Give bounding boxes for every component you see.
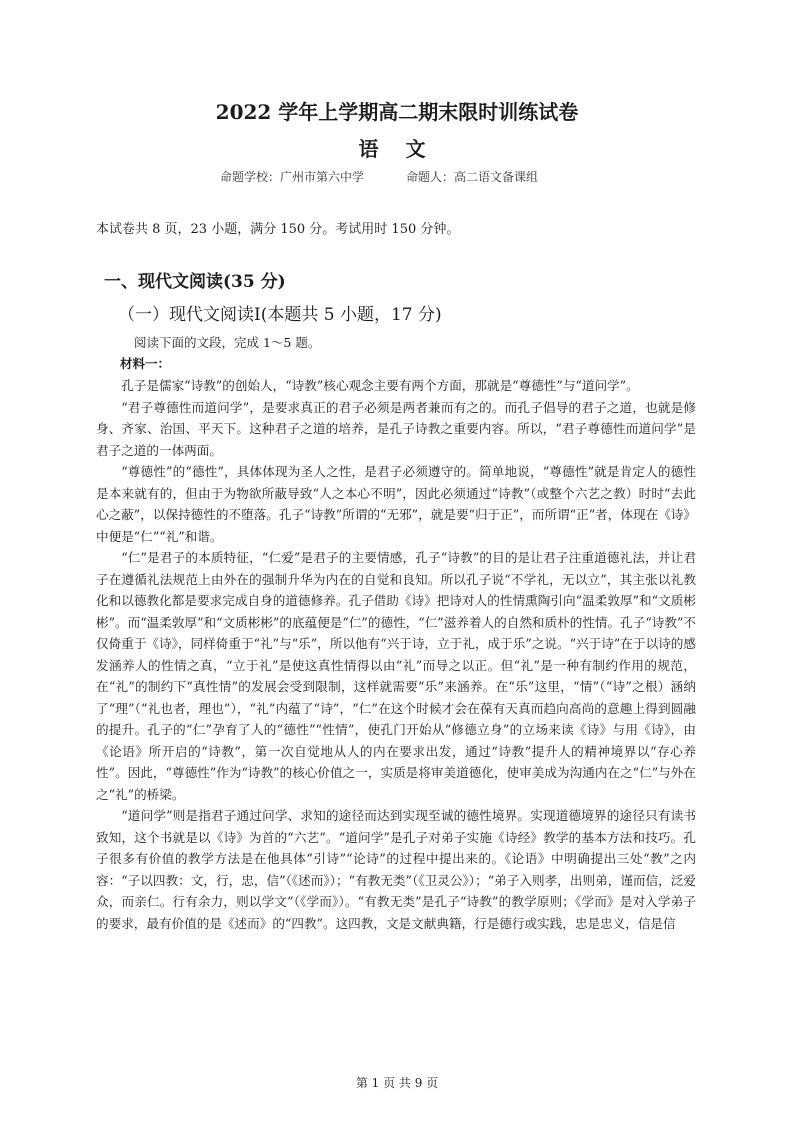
passage-paragraph: “君子尊德性而道问学”，是要求真正的君子必须是两者兼而有之的。而孔子倡导的君子之道，也就是修身、齐家、治国、平天下。这种君子之道的培养，是孔子诗教之重要内容。所以，“君子尊德性而道问学”是君子之道的一体两面。: [96, 399, 696, 458]
passage-paragraph: “尊德性”的“德性”，具体体现为圣人之性，是君子必须遵守的。简单地说，“尊德性”就是肯定人的德性是本来就有的，但由于为物欲所蔽导致“人之本心不明”，因此必须通过“诗教”（或整个六艺之教）时时“去此心之蔽”，以保持德性的不堕落。孔子“诗教”所谓的“无邪”，就是要“归于正”，而所谓“正”者，体现在《诗》中便是“仁”“礼”和谐。: [96, 464, 696, 544]
subsection-heading: （一）现代文阅读Ⅰ(本题共 5 小题，17 分): [118, 305, 442, 325]
reading-instruction: 阅读下面的文段，完成 1～5 题。: [134, 335, 321, 350]
subject-title: 语 文: [358, 137, 436, 161]
reading-passage: [96, 375, 696, 934]
page-number: 第 1 页 共 9 页: [355, 1076, 439, 1090]
exam-meta: [220, 168, 538, 185]
passage-paragraph: 孔子是儒家“诗教”的创始人，“诗教”核心观念主要有两个方面，那就是“尊德性”与“道问学”。: [121, 378, 639, 393]
material-label: 材料一：: [120, 356, 171, 371]
section-heading: 一、现代文阅读(35 分): [104, 272, 286, 292]
exam-info: 本试卷共 8 页，23 小题，满分 150 分。考试用时 150 分钟。: [96, 222, 460, 237]
proposer: 命题人：高二语文备课组: [406, 170, 539, 184]
passage-paragraph: “道问学”则是指君子通过问学、求知的途径而达到实现至诚的德性境界。实现道德境界的途径只有读书致知，这个书就是以《诗》为首的“六艺”。“道问学”是孔子对弟子实施《诗经》教学的基本方法和技巧。孔子很多有价值的教学方法是在他具体“引诗”“论诗”的过程中提出来的。《论语》中明确提出三处“教”之内容：“子以四教：文，行，忠，信”（《述而》）；“有教无类”（《卫灵公》）；“弟子入则孝，出则弟，谨而信，泛爱众，而亲仁。行有余力，则以学文”（《学而》）。“有教无类”是孔子“诗教”的教学原则；《学而》是对入学弟子的要求，最有价值的是《述而》的“四教”。这四教，文是文献典籍，行是德行或实践，忠是忠义，信是信: [96, 808, 696, 931]
proposing-school: 命题学校：广州市第六中学: [220, 170, 365, 184]
exam-title: 2022 学年上学期高二期末限时训练试卷: [215, 100, 579, 124]
passage-paragraph: “仁”是君子的本质特征，“仁爱”是君子的主要情感，孔子“诗教”的目的是让君子注重道德礼法，并让君子在遵循礼法规范上由外在的强制升华为内在的自觉和良知。所以孔子说“不学礼，无以立”，其主张以礼教化和以德教化都是要求完成自身的道德修养。孔子借助《诗》把诗对人的性情熏陶引向“温柔敦厚”和“文质彬彬”。而“温柔敦厚”和“文质彬彬”的底蕴便是“仁”的德性，“仁”滋养着人的自然和质朴的性情。孔子“诗教”不仅倚重于《诗》，同样倚重于“礼”与“乐”，所以他有“兴于诗，立于礼，成于乐”之说。“兴于诗”在于以诗的感发涵养人的性情之真，“立于礼”是使这真性情得以由“礼”而导之以正。但“礼”是一种有制约作用的规范，在“礼”的制约下“真性情”的发展会受到限制，这样就需要“乐”来涵养。在“乐”这里，“情”（“诗”之根）涵纳了“理”（“礼也者，理也”），“礼”内蕴了“诗”，“仁”在这个时候才会在葆有天真而趋向高尚的意趣上得到圆融的提升。孔子的“仁”孕育了人的“德性”“性情”，使孔门开始从“修德立身”的立场来读《诗》与用《诗》，由《论语》所开启的“诗教”，第一次自觉地从人的内在要求出发，通过“诗教”提升人的精神境界以“存心养性”。因此，“尊德性”作为“诗教”的核心价值之一，实质是将审美道德化，使审美成为沟通内在之“仁”与外在之“礼”的桥梁。: [96, 550, 696, 802]
